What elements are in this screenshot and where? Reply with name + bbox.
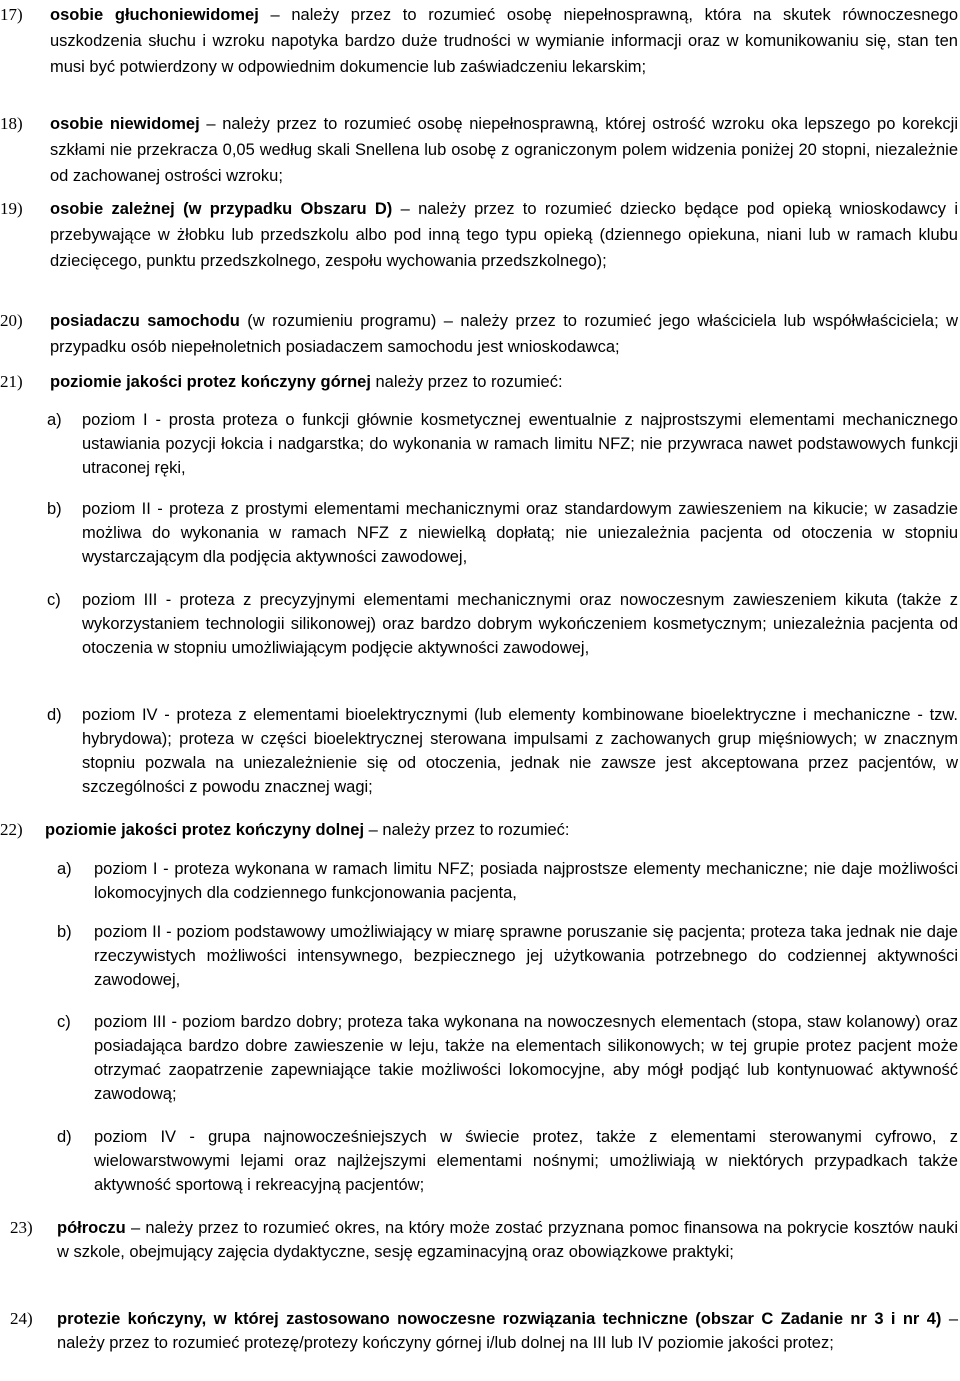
term: półroczu (57, 1219, 126, 1237)
sub-item-text: poziom II - poziom podstawowy umożliwiający w miarę sprawne poruszanie się pacjenta; proteza taka jednak nie daje rzeczywistych możliwości intensywnego, bezpiecznego jej użytkowania potrzebnego do codziennej aktywności zawodowej, (94, 923, 958, 989)
term: poziomie jakości protez kończyny górnej (50, 373, 371, 391)
item-text (50, 2, 958, 80)
sub-item-letter: d) (57, 1128, 72, 1146)
sub-item-letter: d) (47, 706, 62, 724)
sub-item-letter: c) (57, 1013, 71, 1031)
definition: – należy przez to rozumieć osobę niepełnosprawną, która na skutek równoczesnego uszkodzenia słuchu i wzroku napotyka bardzo duże trudności w wymianie informacji oraz w komunikowaniu się, stan ten musi być potwierdzony w odpowiednim dokumencie lub zaświadczeniu lekarskim; (50, 6, 958, 76)
item-number: 22) (0, 820, 23, 839)
sub-item-text: poziom I - prosta proteza o funkcji głównie kosmetycznej ewentualnie z najprostszymi elementami mechanicznego ustawiania pozycji łokcia i nadgarstka; do wykonania w ramach limitu NFZ; nie przywraca nawet podstawowych funkcji utraconej ręki, (82, 411, 958, 477)
item-text (57, 1216, 958, 1264)
item-text (45, 817, 958, 843)
term: poziomie jakości protez kończyny dolnej (45, 821, 365, 839)
term: osobie zależnej (w przypadku Obszaru D) (50, 200, 393, 218)
term: osobie głuchoniewidomej (50, 6, 259, 24)
definition: należy przez to rozumieć: (370, 373, 563, 391)
item-number: 21) (0, 372, 23, 391)
item-number: 24) (10, 1309, 33, 1328)
sub-item-text: poziom III - poziom bardzo dobry; proteza taka wykonana na nowoczesnych elementach (stopa, staw kolanowy) oraz posiadająca bardzo dobre zawieszenie w leju, także na elementach silikonowych; w tej grupie protez pacjent może otrzymać zaopatrzenie zapewniające takie możliwości lokomocyjne, aby mógł podjąć lub kontynuować aktywność zawodową; (94, 1013, 958, 1103)
item-number: 20) (0, 311, 23, 330)
item-number: 23) (10, 1218, 33, 1237)
item-text (57, 1307, 958, 1355)
item-number: 18) (0, 114, 23, 133)
definition: – należy przez to rozumieć okres, na który może zostać przyznana pomoc finansowa na pokrycie kosztów nauki w szkole, obejmujący zajęcia dydaktyczne, sesję egzaminacyjną oraz obowiązkowe praktyki; (57, 1219, 958, 1261)
term: protezie kończyny, w której zastosowano nowoczesne rozwiązania techniczne (obszar C Zadanie nr 3 i nr 4) (57, 1310, 942, 1328)
definition: – należy przez to rozumieć: (364, 821, 570, 839)
term: posiadaczu samochodu (50, 312, 240, 330)
definition: – należy przez to rozumieć protezę/protezy kończyny górnej i/lub dolnej na III lub IV poziomie jakości protez; (57, 1310, 958, 1352)
item-text (50, 369, 958, 395)
sub-item-text: poziom IV - proteza z elementami bioelektrycznymi (lub elementy kombinowane bioelektryczne i mechaniczne - tzw. hybrydowa); proteza w części bioelektrycznej sterowana impulsami z zachowanych grup mięśniowych; w znacznym stopniu pozwala na uniezależnienie się od otoczenia, jednak nie zawsze jest akceptowana przez pacjentów, w szczególności z powodu znacznej wagi; (82, 706, 958, 796)
sub-item-letter: a) (57, 860, 72, 878)
sub-item-text: poziom III - proteza z precyzyjnymi elementami mechanicznymi oraz nowoczesnym zawieszeniem kikuta (także z wykorzystaniem technologii silikonowej) oraz bardzo dobrym wykończeniem kosmetycznym; uniezależnia pacjenta od otoczenia w stopniu umożliwiającym podjęcie aktywności zawodowej, (82, 591, 958, 657)
item-text (50, 111, 958, 189)
sub-item-letter: b) (57, 923, 72, 941)
item-text (50, 196, 958, 274)
definition: – należy przez to rozumieć osobę niepełnosprawną, której ostrość wzroku oka lepszego po korekcji szkłami nie przekracza 0,05 według skali Snellena lub osobę z ograniczonym polem widzenia poniżej 20 stopni, niezależnie od zachowanej ostrości wzroku; (50, 115, 959, 185)
sub-item-letter: b) (47, 500, 62, 518)
item-number: 17) (0, 5, 23, 24)
sub-item-text: poziom II - proteza z prostymi elementami mechanicznymi oraz standardowym zawieszeniem na kikucie; w zasadzie możliwa do wykonania w ramach NFZ z niewielką dopłatą; nie uniezależnia pacjenta od otoczenia w stopniu wystarczającym dla podjęcia aktywności zawodowej, (82, 500, 958, 566)
term: osobie niewidomej (50, 115, 200, 133)
sub-item-text: poziom I - proteza wykonana w ramach limitu NFZ; posiada najprostsze elementy mechaniczne; nie daje możliwości lokomocyjnych dla codziennego funkcjonowania pacjenta, (94, 860, 958, 902)
sub-item-letter: a) (47, 411, 62, 429)
item-number: 19) (0, 199, 23, 218)
item-text (50, 308, 958, 360)
sub-item-letter: c) (47, 591, 61, 609)
sub-item-text: poziom IV - grupa najnowocześniejszych w świecie protez, także z elementami sterowanymi cyfrowo, z wielowarstwowymi lejami oraz najlżejszymi elementami nośnymi; umożliwiają w niektórych przypadkach także aktywność sportową i rekreacyjną pacjentów; (94, 1128, 958, 1194)
definition: – należy przez to rozumieć dziecko będące pod opieką wnioskodawcy i przebywające w żłobku lub przedszkolu albo pod inną tego typu opieką (dziennego opiekuna, niani lub w ramach klubu dziecięcego, punktu przedszkolnego, zespołu wychowania przedszkolnego); (50, 200, 958, 270)
definition: (w rozumieniu programu) – należy przez to rozumieć jego właściciela lub współwłaściciela; w przypadku osób niepełnoletnich posiadaczem samochodu jest wnioskodawca; (50, 312, 958, 356)
